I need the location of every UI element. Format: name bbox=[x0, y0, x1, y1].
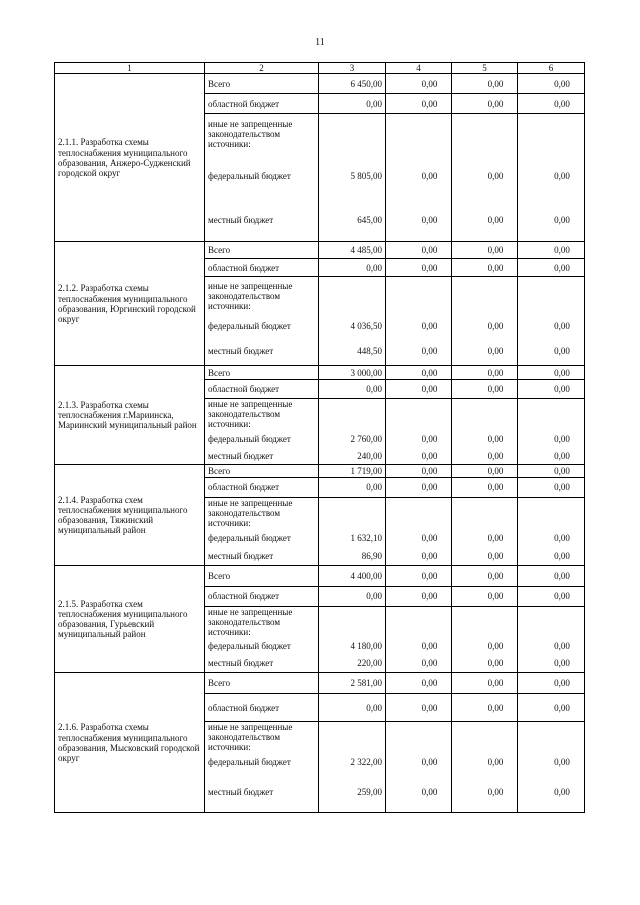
amount-cell: 0,00 bbox=[386, 464, 452, 477]
amount-cell: 259,00 bbox=[319, 773, 386, 813]
empty-cell bbox=[452, 277, 518, 315]
amount-cell: 4 400,00 bbox=[319, 565, 386, 586]
amount-cell: 0,00 bbox=[452, 565, 518, 586]
source-label: местный бюджет bbox=[205, 199, 319, 242]
amount-cell: 0,00 bbox=[518, 637, 585, 655]
amount-cell: 645,00 bbox=[319, 199, 386, 242]
table-row bbox=[55, 366, 585, 380]
page-number: 11 bbox=[315, 37, 325, 48]
amount-cell: 0,00 bbox=[452, 547, 518, 565]
empty-cell bbox=[452, 114, 518, 154]
amount-cell: 0,00 bbox=[386, 366, 452, 380]
amount-cell: 448,50 bbox=[319, 337, 386, 366]
empty-cell bbox=[452, 606, 518, 637]
column-header: 3 bbox=[319, 63, 386, 74]
amount-cell: 0,00 bbox=[386, 259, 452, 277]
amount-cell: 3 000,00 bbox=[319, 366, 386, 380]
source-label: местный бюджет bbox=[205, 337, 319, 366]
empty-cell bbox=[319, 606, 386, 637]
empty-cell bbox=[452, 399, 518, 430]
amount-cell: 0,00 bbox=[518, 242, 585, 259]
amount-cell: 0,00 bbox=[518, 464, 585, 477]
amount-cell: 0,00 bbox=[386, 380, 452, 399]
source-label: Всего bbox=[205, 74, 319, 94]
amount-cell: 0,00 bbox=[452, 753, 518, 773]
amount-cell: 4 036,50 bbox=[319, 315, 386, 337]
amount-cell: 0,00 bbox=[319, 694, 386, 722]
table-row bbox=[55, 242, 585, 259]
amount-cell: 0,00 bbox=[386, 429, 452, 448]
amount-cell: 0,00 bbox=[452, 429, 518, 448]
amount-cell: 1 719,00 bbox=[319, 464, 386, 477]
column-number-row bbox=[55, 63, 585, 74]
amount-cell: 86,90 bbox=[319, 547, 386, 565]
amount-cell: 0,00 bbox=[518, 154, 585, 199]
empty-cell bbox=[452, 497, 518, 528]
amount-cell: 0,00 bbox=[518, 94, 585, 114]
amount-cell: 0,00 bbox=[452, 199, 518, 242]
source-label: областной бюджет bbox=[205, 94, 319, 114]
table-row bbox=[55, 74, 585, 94]
amount-cell: 0,00 bbox=[452, 380, 518, 399]
amount-cell: 0,00 bbox=[452, 259, 518, 277]
source-label: Всего bbox=[205, 565, 319, 586]
column-header: 6 bbox=[518, 63, 585, 74]
amount-cell: 0,00 bbox=[319, 94, 386, 114]
amount-cell: 0,00 bbox=[386, 315, 452, 337]
source-label: местный бюджет bbox=[205, 655, 319, 673]
amount-cell: 5 805,00 bbox=[319, 154, 386, 199]
other-sources-label: иные не запрещенные законодательством источники: bbox=[205, 399, 319, 430]
source-label: областной бюджет bbox=[205, 586, 319, 606]
amount-cell: 240,00 bbox=[319, 448, 386, 464]
amount-cell: 0,00 bbox=[386, 242, 452, 259]
amount-cell: 0,00 bbox=[386, 753, 452, 773]
amount-cell: 0,00 bbox=[386, 547, 452, 565]
other-sources-label: иные не запрещенные законодательством источники: bbox=[205, 114, 319, 154]
amount-cell: 0,00 bbox=[452, 366, 518, 380]
source-label: областной бюджет bbox=[205, 259, 319, 277]
amount-cell: 2 760,00 bbox=[319, 429, 386, 448]
amount-cell: 0,00 bbox=[518, 315, 585, 337]
amount-cell: 0,00 bbox=[386, 528, 452, 547]
amount-cell: 0,00 bbox=[452, 74, 518, 94]
measure-name: 2.1.2. Разработка схемы теплоснабжения муниципального образования, Юргинский городской округ bbox=[55, 242, 205, 366]
empty-cell bbox=[518, 277, 585, 315]
measure-name: 2.1.3. Разработка схемы теплоснабжения г.Мариинска, Мариинский муниципальный район bbox=[55, 366, 205, 465]
amount-cell: 0,00 bbox=[319, 586, 386, 606]
measure-name: 2.1.5. Разработка схем теплоснабжения муниципального образования, Гурьевский муниципальный район bbox=[55, 565, 205, 673]
column-header: 2 bbox=[205, 63, 319, 74]
amount-cell: 0,00 bbox=[386, 586, 452, 606]
amount-cell: 0,00 bbox=[452, 337, 518, 366]
amount-cell: 0,00 bbox=[518, 547, 585, 565]
amount-cell: 0,00 bbox=[452, 773, 518, 813]
amount-cell: 4 485,00 bbox=[319, 242, 386, 259]
source-label: федеральный бюджет bbox=[205, 154, 319, 199]
amount-cell: 0,00 bbox=[452, 94, 518, 114]
amount-cell: 0,00 bbox=[319, 380, 386, 399]
amount-cell: 0,00 bbox=[518, 429, 585, 448]
source-label: федеральный бюджет bbox=[205, 637, 319, 655]
empty-cell bbox=[518, 497, 585, 528]
source-label: Всего bbox=[205, 673, 319, 694]
empty-cell bbox=[386, 606, 452, 637]
amount-cell: 0,00 bbox=[386, 477, 452, 497]
measure-name: 2.1.6. Разработка схемы теплоснабжения муниципального образования, Мысковский городской округ bbox=[55, 673, 205, 813]
amount-cell: 0,00 bbox=[452, 694, 518, 722]
empty-cell bbox=[319, 399, 386, 430]
empty-cell bbox=[319, 114, 386, 154]
amount-cell: 0,00 bbox=[386, 448, 452, 464]
amount-cell: 0,00 bbox=[518, 773, 585, 813]
amount-cell: 0,00 bbox=[452, 242, 518, 259]
amount-cell: 0,00 bbox=[518, 337, 585, 366]
source-label: федеральный бюджет bbox=[205, 528, 319, 547]
empty-cell bbox=[319, 497, 386, 528]
amount-cell: 0,00 bbox=[386, 637, 452, 655]
amount-cell: 0,00 bbox=[386, 337, 452, 366]
amount-cell: 0,00 bbox=[452, 528, 518, 547]
amount-cell: 0,00 bbox=[386, 154, 452, 199]
amount-cell: 0,00 bbox=[518, 366, 585, 380]
amount-cell: 0,00 bbox=[386, 773, 452, 813]
amount-cell: 0,00 bbox=[386, 565, 452, 586]
amount-cell: 0,00 bbox=[518, 380, 585, 399]
amount-cell: 2 322,00 bbox=[319, 753, 386, 773]
empty-cell bbox=[518, 606, 585, 637]
source-label: местный бюджет bbox=[205, 448, 319, 464]
amount-cell: 0,00 bbox=[452, 448, 518, 464]
source-label: федеральный бюджет bbox=[205, 315, 319, 337]
amount-cell: 0,00 bbox=[518, 586, 585, 606]
amount-cell: 0,00 bbox=[452, 154, 518, 199]
source-label: местный бюджет bbox=[205, 547, 319, 565]
empty-cell bbox=[452, 722, 518, 753]
source-label: областной бюджет bbox=[205, 694, 319, 722]
amount-cell: 2 581,00 bbox=[319, 673, 386, 694]
empty-cell bbox=[386, 114, 452, 154]
source-label: местный бюджет bbox=[205, 773, 319, 813]
empty-cell bbox=[386, 277, 452, 315]
source-label: федеральный бюджет bbox=[205, 429, 319, 448]
amount-cell: 0,00 bbox=[386, 199, 452, 242]
other-sources-label: иные не запрещенные законодательством источники: bbox=[205, 722, 319, 753]
amount-cell: 0,00 bbox=[452, 655, 518, 673]
amount-cell: 0,00 bbox=[386, 694, 452, 722]
empty-cell bbox=[319, 277, 386, 315]
empty-cell bbox=[386, 722, 452, 753]
amount-cell: 0,00 bbox=[518, 528, 585, 547]
source-label: федеральный бюджет bbox=[205, 753, 319, 773]
column-header: 4 bbox=[386, 63, 452, 74]
amount-cell: 0,00 bbox=[452, 464, 518, 477]
other-sources-label: иные не запрещенные законодательством источники: bbox=[205, 277, 319, 315]
amount-cell: 0,00 bbox=[452, 637, 518, 655]
table-row bbox=[55, 464, 585, 477]
amount-cell: 0,00 bbox=[518, 259, 585, 277]
column-header: 5 bbox=[452, 63, 518, 74]
amount-cell: 0,00 bbox=[518, 655, 585, 673]
amount-cell: 0,00 bbox=[386, 673, 452, 694]
amount-cell: 220,00 bbox=[319, 655, 386, 673]
amount-cell: 0,00 bbox=[452, 673, 518, 694]
empty-cell bbox=[319, 722, 386, 753]
empty-cell bbox=[518, 399, 585, 430]
other-sources-label: иные не запрещенные законодательством источники: bbox=[205, 606, 319, 637]
table-row bbox=[55, 565, 585, 586]
amount-cell: 0,00 bbox=[518, 673, 585, 694]
amount-cell: 0,00 bbox=[518, 199, 585, 242]
source-label: Всего bbox=[205, 464, 319, 477]
empty-cell bbox=[518, 722, 585, 753]
amount-cell: 0,00 bbox=[518, 448, 585, 464]
empty-cell bbox=[386, 399, 452, 430]
other-sources-label: иные не запрещенные законодательством источники: bbox=[205, 497, 319, 528]
table-row bbox=[55, 673, 585, 694]
amount-cell: 0,00 bbox=[452, 477, 518, 497]
column-header: 1 bbox=[55, 63, 205, 74]
amount-cell: 0,00 bbox=[386, 655, 452, 673]
measure-name: 2.1.1. Разработка схемы теплоснабжения муниципального образования, Анжеро-Судженский городской округ bbox=[55, 74, 205, 242]
amount-cell: 0,00 bbox=[452, 315, 518, 337]
amount-cell: 4 180,00 bbox=[319, 637, 386, 655]
amount-cell: 0,00 bbox=[518, 753, 585, 773]
amount-cell: 0,00 bbox=[518, 565, 585, 586]
measure-name: 2.1.4. Разработка схем теплоснабжения муниципального образования, Тяжинский муниципальный район bbox=[55, 464, 205, 565]
empty-cell bbox=[518, 114, 585, 154]
empty-cell bbox=[386, 497, 452, 528]
amount-cell: 0,00 bbox=[518, 74, 585, 94]
amount-cell: 0,00 bbox=[518, 477, 585, 497]
source-label: Всего bbox=[205, 242, 319, 259]
amount-cell: 0,00 bbox=[319, 259, 386, 277]
amount-cell: 0,00 bbox=[452, 586, 518, 606]
source-label: Всего bbox=[205, 366, 319, 380]
amount-cell: 0,00 bbox=[518, 694, 585, 722]
amount-cell: 0,00 bbox=[386, 74, 452, 94]
source-label: областной бюджет bbox=[205, 380, 319, 399]
amount-cell: 6 450,00 bbox=[319, 74, 386, 94]
amount-cell: 0,00 bbox=[319, 477, 386, 497]
funding-table bbox=[54, 62, 585, 813]
amount-cell: 1 632,10 bbox=[319, 528, 386, 547]
source-label: областной бюджет bbox=[205, 477, 319, 497]
amount-cell: 0,00 bbox=[386, 94, 452, 114]
